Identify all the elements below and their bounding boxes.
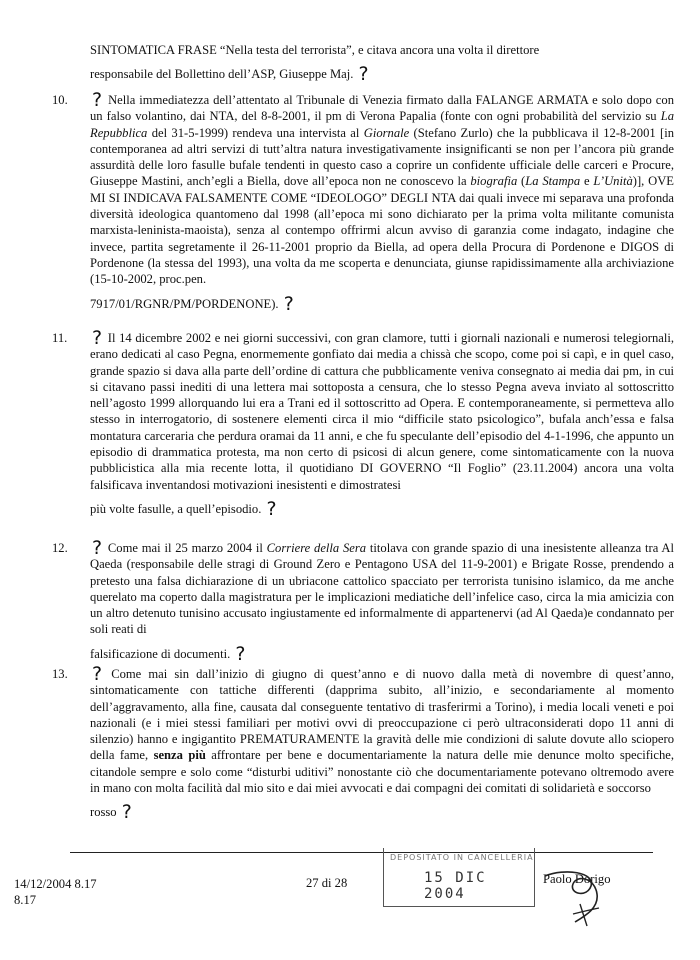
book-title: biografia [470, 174, 518, 189]
list-item-10 [52, 89, 674, 315]
item-last-line: falsificazione di documenti. [90, 646, 231, 661]
item-text: )], OVE MI SI INDICAVA FALSAMENTE COME “IDEOLOGO” DEGLI NTA dai quali invece mi separava una profonda diversità ideologica quantomeno dal 1998 (all’epoca mi sono dichiarato per la prima volta militante comunista marxista-leninista-maoista), senza al contempo offrirmi alcun avviso di garanzia come indagato, indagine che invece, partita segretamente il 26-11-2001 proprio da Biella, ad opera della Procura di Pordenone e DIGOS di Pordenone (la stessa del 1993), una volta da me scoperta e denunciata, giunse rapidissimamente alla archiviazione (15-10-2002, proc.pen. [90, 174, 674, 287]
newspaper-title: La Repubblica [90, 109, 674, 140]
item-text: del 31-5-1999) rendeva una intervista al [147, 125, 364, 140]
intro-line-1: SINTOMATICA FRASE “Nella testa del terrorista”, e citava ancora una volta il direttore [90, 43, 540, 57]
question-mark-icon: ? [283, 292, 294, 315]
footer-divider [70, 852, 653, 853]
intro-line-2: responsabile del Bollettino dell’ASP, Giuseppe Maj. [90, 67, 354, 81]
item-text: ( [517, 174, 526, 189]
item-text: Nella immediatezza dell’attentato al Tribunale di Venezia firmato dalla FALANGE ARMATA e solo dopo con un falso volantino, dai NTA, del 8-8-2001, il pm di Verona Papalia (fonte con ogni probabilità del servizio su [90, 93, 674, 124]
item-number: 12. [52, 541, 68, 555]
newspaper-title: L’Unità [593, 174, 633, 189]
intro-paragraph [90, 38, 672, 86]
signer-name: Paolo Dorigo [543, 872, 611, 886]
footer-time: 8.17 [14, 893, 37, 907]
newspaper-title: Giornale [363, 125, 410, 140]
stamp-date: 15 DIC 2004 [424, 870, 487, 902]
item-text: (Stefano Zurlo) che la pubblicava il 12-8-2001 [in contemporanea ad altri servizi di tutt’altra natura investigativamente insignificanti se non per l’ancora più grande assurdità delle loro fasulle bufale tendenti in questo caso a coprire un confidente ufficiale delle carceri e Procure, Giuseppe Mastini, anch’egli a Biella, dove all’epoca non ne conoscevo la [90, 125, 674, 189]
question-mark-icon: ? [92, 537, 103, 559]
item-number: 11. [52, 331, 68, 345]
item-body [90, 89, 674, 315]
deposit-stamp [383, 848, 535, 907]
question-mark-icon: ? [92, 89, 103, 111]
item-text: affrontare per bene e documentariamente la natura delle mie denunce molto specifiche, citandole sempre e solo come “disturbi uditivi” nonostante ciò che documentariamente potevano oltremodo avere in mano con molta facilità dal mio sito e dai miei avvocati e dai compagni dei comitati di solidarietà e soccorso [90, 748, 675, 796]
newspaper-title: Corriere della Sera [266, 541, 367, 555]
list-item-13 [52, 663, 675, 824]
question-mark-icon: ? [235, 642, 246, 665]
item-number: 13. [52, 667, 68, 681]
question-mark-icon: ? [121, 801, 132, 824]
item-text: Come mai sin dall’inizio di giugno di quest’anno e di nuovo dalla metà di novembre di quest’anno, sintomaticamente con tattiche differenti (dapprima subito, all’inizio, e secondariamente al momento dell’aggravamento, alla fine, causata dal conseguente tentativo di trasferirmi a Torino), i media locali veneti e poi nazionali (e i miei stessi familiari per motivi ovvi di preoccupazione ci però ultraconsiderati dopo 11 anni di silenzio) hanno e ingigantito PREMATURAMENTE la gravità delle mie condizioni di salute dovute allo sciopero della fame, [90, 667, 674, 763]
item-text: Come mai il 25 marzo 2004 il [107, 541, 267, 555]
item-body [90, 537, 674, 665]
footer-timestamp [14, 876, 97, 908]
item-last-line: 7917/01/RGNR/PM/PORDENONE). [90, 296, 279, 311]
item-number: 10. [52, 93, 68, 107]
list-item-12 [52, 537, 674, 665]
page-number: 27 di 28 [306, 876, 348, 890]
question-mark-icon: ? [358, 63, 369, 85]
item-body [90, 327, 674, 520]
item-text: e [580, 174, 594, 189]
item-last-line: più volte fasulle, a quell’episodio. [90, 501, 262, 516]
item-body [90, 663, 675, 824]
item-text: Il 14 dicembre 2002 e nei giorni successivi, con gran clamore, tutti i giornali nazionali e numerosi telegiornali, erano dedicati al caso Pegna, enormemente gonfiato dai media a chissà che scopo, come poi si capì, e in quel caso, grande spazio si dava alla parte dell’ordine di cattura che pubblicamente veniva consegnato ai media dai pm, in cui si citavano passi inediti di una lettera mai sottoposta a censura, che lo stesso Pegna aveva inviato al sottoscritto nell’agosto 1999 allorquando lui era a Trani ed il sottoscritto ad Opera. E contemporaneamente, si permetteva allo stesso in interrogatorio, di sostenere elementi circa il mio “difficile stato psicologico”, bufala anch’essa e falsa montatura carceraria che perdura oramai da 11 anni, e che fu speculante dell’episodio del 4-1-1996, che appunto un episodio di drammatica protesta, ma non certo di psicosi di alcun genere, come sintomaticamente con la nuova pubblicistica alla mia recente lotta, il quotidiano DI GOVERNO “Il Foglio” (23.11.2004) ancora una volta falsificava inventandosi motivazioni inesistenti e dimostratesi [90, 331, 674, 492]
emphasis-text: senza più [153, 748, 206, 763]
question-mark-icon: ? [92, 327, 103, 349]
item-text: titolava con grande spazio di una inesistente alleanza tra Al Qaeda (responsabile delle stragi di Ground Zero e Pentagono USA del 11-9-2001) e Brigate Rosse, prendendo a pretesto una falsa dichiarazione di un ubriacone cattolico spacciato per terrorista tunisino islamico, da me anche querelato ma coperto dalla magistratura per le implicazioni mediatiche dell’infelice caso, circa la mia amicizia con un altro detenuto tunisino accusato ingiustamente ed informalmente di appartenervi (ad Al Qaeda)e condannato per soli reati di [90, 541, 674, 637]
signature-icon [525, 864, 615, 934]
footer-date: 14/12/2004 8.17 [14, 877, 97, 891]
list-item-11 [52, 327, 674, 520]
question-mark-icon: ? [266, 497, 277, 520]
stamp-header: DEPOSITATO IN CANCELLERIA [390, 853, 534, 862]
newspaper-title: La Stampa [525, 174, 581, 189]
item-last-line: rosso [90, 805, 117, 820]
question-mark-icon: ? [92, 663, 103, 685]
